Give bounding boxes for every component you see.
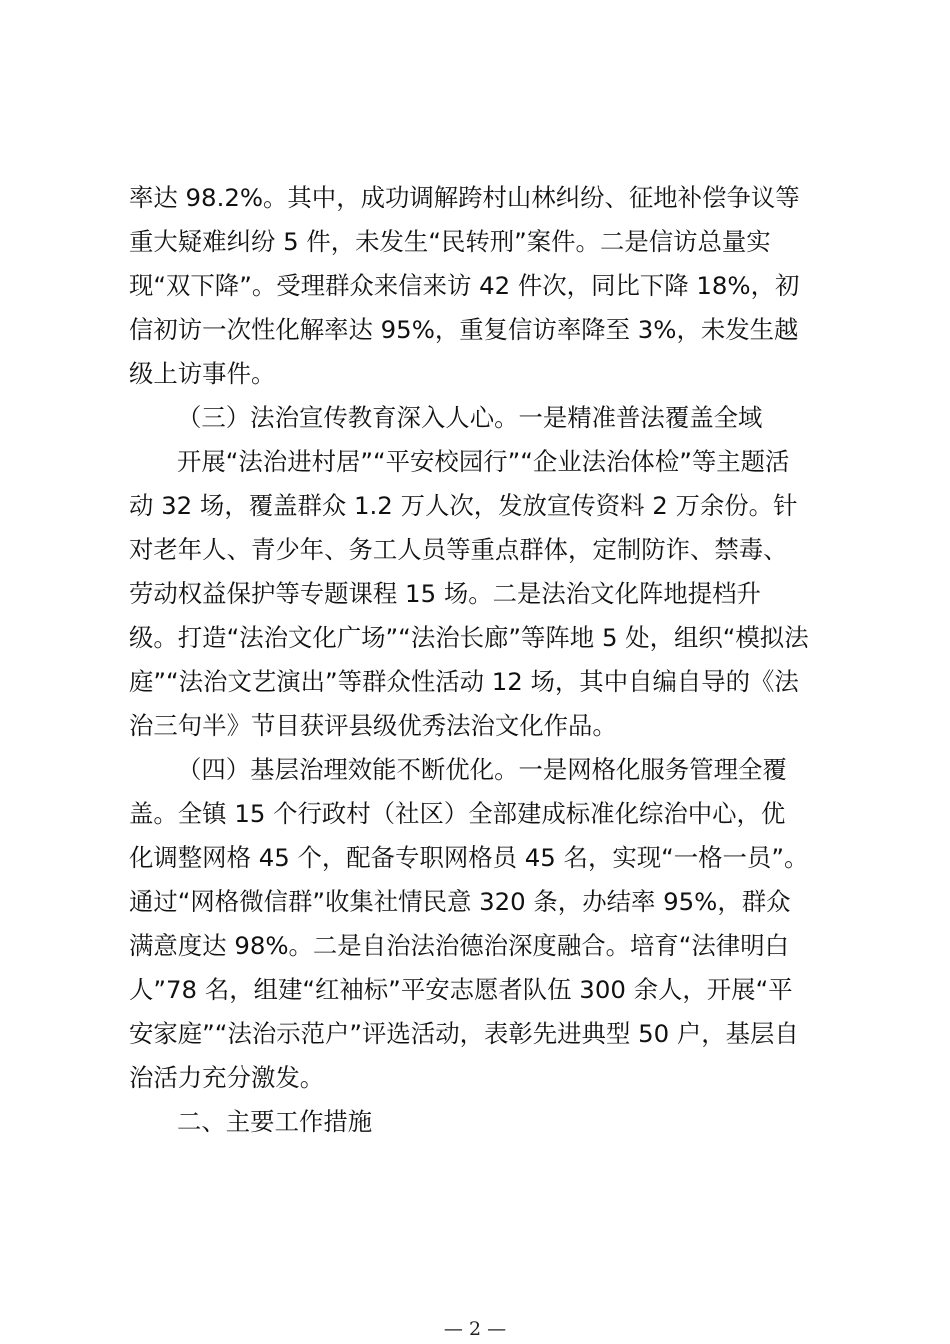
text-line: 对老年人、青少年、务工人员等重点群体，定制防诈、禁毒、 — [129, 535, 788, 564]
text-line: 治三句半》节目获评县级优秀法治文化作品。 — [129, 711, 617, 740]
text-line: 治活力充分激发。 — [129, 1063, 325, 1092]
text-line: 通过“网格微信群”收集社情民意 320 条，办结率 95%，群众 — [129, 887, 791, 916]
page-number: — 2 — — [443, 1318, 507, 1340]
text-line: 开展“法治进村居”“平安校园行”“企业法治体检”等主题活 — [177, 447, 790, 476]
text-line: 现“双下降”。受理群众来信来访 42 件次，同比下降 18%，初 — [129, 271, 800, 300]
text-line: 劳动权益保护等专题课程 15 场。二是法治文化阵地提档升 — [129, 579, 761, 608]
text-line: 重大疑难纠纷 5 件，未发生“民转刑”案件。二是信访总量实 — [129, 227, 771, 256]
text-line: 盖。全镇 15 个行政村（社区）全部建成标准化综治中心，优 — [129, 799, 786, 828]
text-line: 化调整网格 45 个，配备专职网格员 45 名，实现“一格一员”。 — [129, 843, 809, 872]
chapter-heading: 二、主要工作措施 — [177, 1107, 373, 1136]
text-line: 信初访一次性化解率达 95%，重复信访率降至 3%，未发生越 — [129, 315, 799, 344]
text-line: 级。打造“法治文化广场”“法治长廊”等阵地 5 处，组织“模拟法 — [129, 623, 809, 652]
text-line: 庭”“法治文艺演出”等群众性活动 12 场，其中自编自导的《法 — [129, 667, 799, 696]
text-line: 人”78 名，组建“红袖标”平安志愿者队伍 300 余人，开展“平 — [129, 975, 793, 1004]
text-line: 安家庭”“法治示范户”评选活动，表彰先进典型 50 户，基层自 — [129, 1019, 799, 1048]
text-line: 级上访事件。 — [129, 359, 276, 388]
body-text — [129, 176, 834, 1144]
section-heading-three: （三）法治宣传教育深入人心。一是精准普法覆盖全域 — [177, 403, 763, 432]
section-heading-four: （四）基层治理效能不断优化。一是网格化服务管理全覆 — [177, 755, 787, 784]
text-line: 动 32 场，覆盖群众 1.2 万人次，发放宣传资料 2 万余份。针 — [129, 491, 798, 520]
text-line: 率达 98.2%。其中，成功调解跨村山林纠纷、征地补偿争议等 — [129, 183, 800, 212]
text-line: 满意度达 98%。二是自治法治德治深度融合。培育“法律明白 — [129, 931, 789, 960]
